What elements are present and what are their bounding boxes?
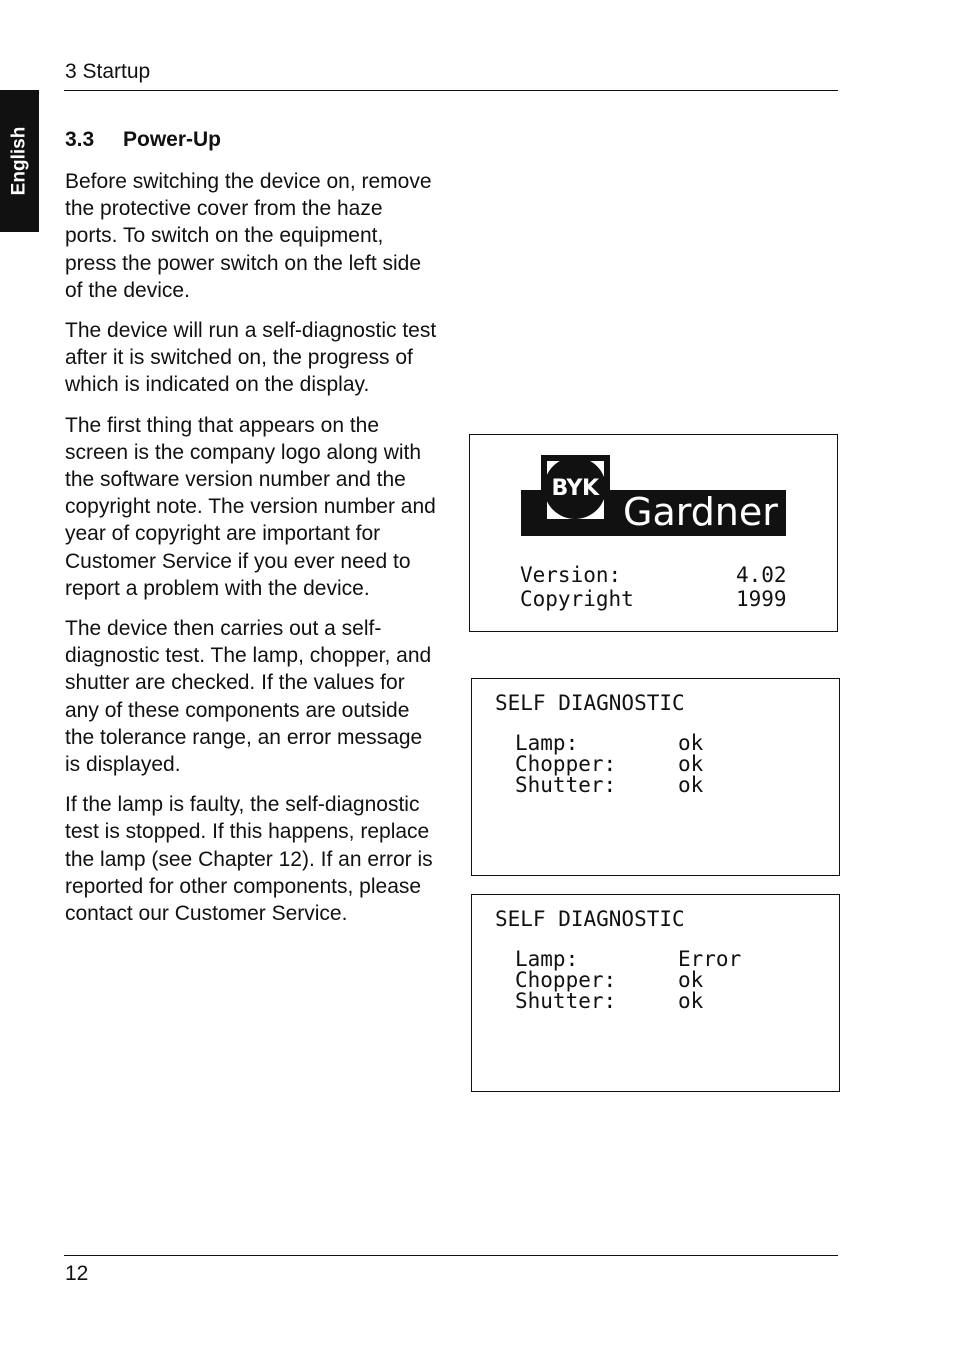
chopper-value: ok [678, 752, 704, 776]
version-value: 4.02 [736, 563, 787, 587]
byk-logo-icon: BYK [544, 457, 606, 519]
footer-divider [64, 1255, 838, 1256]
header-divider [64, 90, 838, 91]
diag-title: SELF DIAGNOSTIC [495, 907, 685, 931]
gardner-wordmark: Gardner [623, 490, 778, 534]
paragraph: Before switching the device on, remove the protective cover from the haze ports. To switch on the equipment, press the power switch on the left side of the device. [65, 170, 432, 302]
copyright-value: 1999 [736, 587, 787, 611]
lamp-value: Error [678, 947, 742, 971]
section-heading [65, 128, 221, 152]
lamp-label: Lamp: [515, 731, 579, 755]
diag-title: SELF DIAGNOSTIC [495, 691, 685, 715]
chopper-label: Chopper: [515, 752, 617, 776]
shutter-label: Shutter: [515, 773, 617, 797]
section-number: 3.3 [65, 128, 95, 151]
section-title: Power-Up [123, 128, 222, 151]
copyright-label: Copyright [520, 587, 634, 611]
language-tab-label: English [8, 126, 30, 196]
shutter-label: Shutter: [515, 989, 617, 1013]
self-diagnostic-screen-ok [471, 678, 840, 876]
self-diagnostic-screen-error [471, 894, 840, 1092]
page-number: 12 [65, 1262, 89, 1285]
startup-display-screen [469, 434, 838, 632]
lamp-value: ok [678, 731, 704, 755]
paragraph: The device will run a self-diagnostic test after it is switched on, the progress of which is indicated on the display. [65, 319, 437, 397]
lamp-label: Lamp: [515, 947, 579, 971]
chopper-label: Chopper: [515, 968, 617, 992]
shutter-value: ok [678, 773, 704, 797]
body-text-column [65, 168, 440, 940]
version-label: Version: [520, 563, 622, 587]
paragraph: The first thing that appears on the screen is the company logo along with the software version number and the copyright note. The version number and year of copyright are important for Customer Service if you ever need to report a problem with the device. [65, 413, 436, 600]
language-tab [0, 90, 39, 232]
shutter-value: ok [678, 989, 704, 1013]
running-header: 3 Startup [65, 60, 151, 83]
paragraph: If the lamp is faulty, the self-diagnostic test is stopped. If this happens, replace the lamp (see Chapter 12). If an error is reported for other components, please contact our Customer Service. [65, 793, 433, 926]
paragraph: The device then carries out a self-diagnostic test. The lamp, chopper, and shutter are checked. If the values for any of these components are outside the tolerance range, an error message is displayed. [65, 617, 432, 777]
chopper-value: ok [678, 968, 704, 992]
